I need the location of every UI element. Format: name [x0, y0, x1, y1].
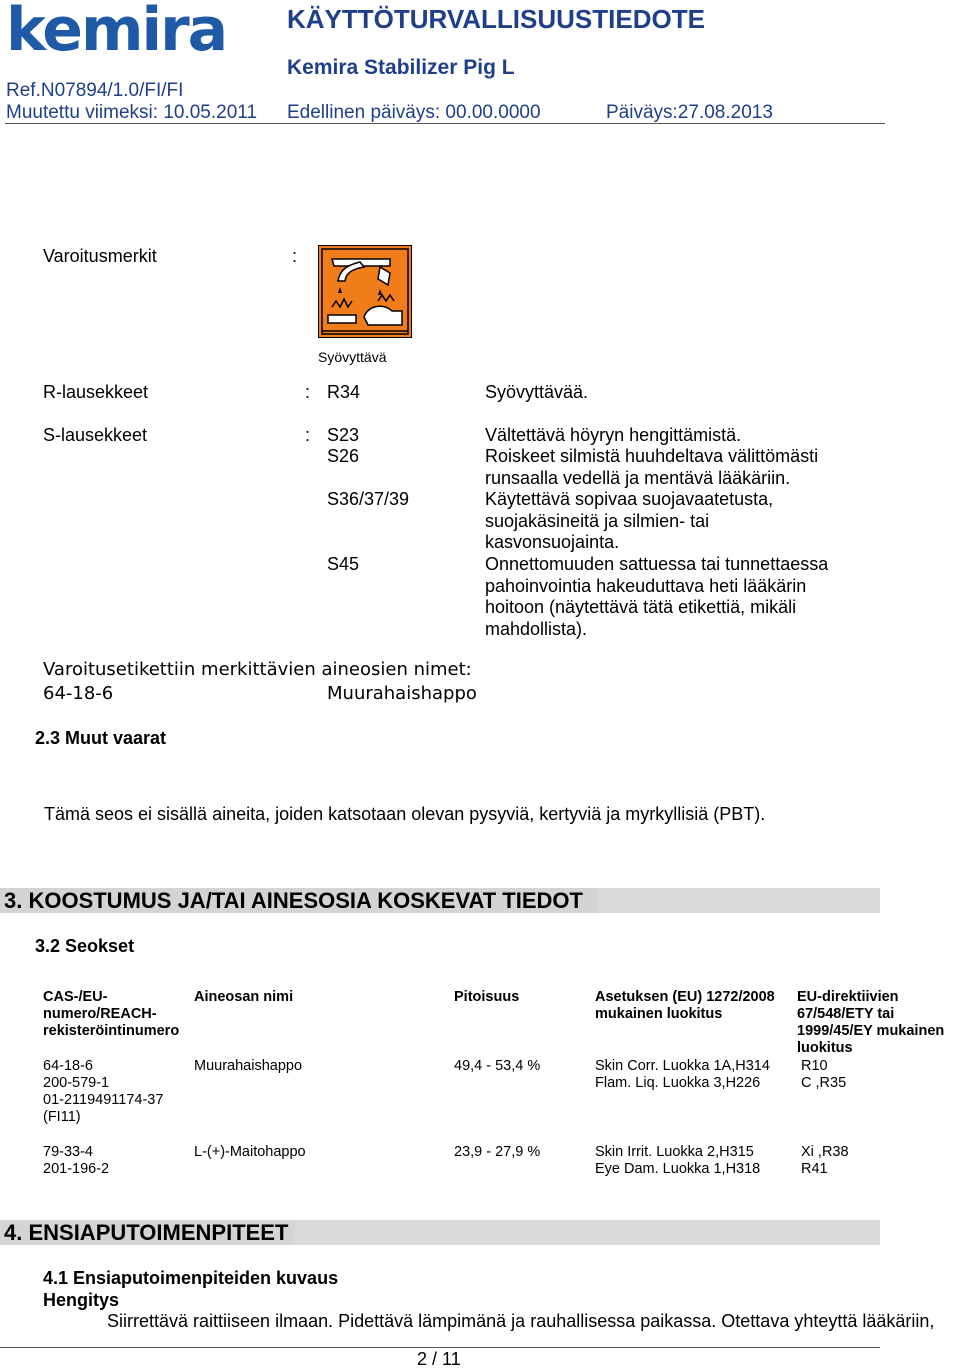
s-phrase-text: Roiskeet silmistä huuhdeltava välittömästi runsaalla vedellä ja mentävä lääkäriin.	[485, 446, 819, 488]
ec-number: 200-579-1	[43, 1075, 110, 1091]
s-phrase-code: S26	[327, 446, 360, 466]
dsd-line: Xi ,R38	[801, 1144, 849, 1160]
clp-line: Skin Corr. Luokka 1A,H314	[595, 1058, 770, 1074]
r-phrase-text: Syövyttävää.	[485, 382, 589, 402]
colon: :	[305, 382, 311, 402]
s-phrase-code: S23	[327, 425, 360, 445]
kemira-logo: kemira	[6, 0, 227, 65]
table-row	[43, 1144, 193, 1178]
colon: :	[305, 425, 311, 445]
reach-number: 01-2119491174-37	[43, 1092, 164, 1108]
clp-classification	[595, 1144, 795, 1178]
substance-name: L-(+)-Maitohappo	[194, 1144, 306, 1160]
dsd-line: R41	[801, 1161, 828, 1177]
dsd-classification	[801, 1144, 901, 1178]
dsd-line: C ,R35	[801, 1075, 847, 1091]
section-3-title: 3. KOOSTUMUS JA/TAI AINESOSIA KOSKEVAT TIEDOT	[4, 888, 583, 913]
s-phrase-code: S36/37/39	[327, 489, 410, 509]
section-4-header	[0, 1220, 880, 1245]
column-header-concentration: Pitoisuus	[454, 989, 520, 1005]
dsd-line: R10	[801, 1058, 828, 1074]
section-2-3-title: 2.3 Muut vaarat	[35, 728, 167, 748]
section-3-2-title: 3.2 Seokset	[35, 936, 135, 956]
s-phrase-text: Onnettomuuden sattuessa tai tunnettaessa pahoinvointia hakeuduttava heti lääkärin hoitoon (näytettävä tätä etikettiä, mikäli mahdollista).	[485, 554, 829, 639]
issue-date: Päiväys:27.08.2013	[606, 102, 773, 123]
substance-name: Muurahaishappo	[194, 1058, 303, 1074]
pictogram-caption: Syövyttävä	[318, 349, 387, 365]
header-divider	[5, 123, 885, 124]
footer-divider	[0, 1347, 880, 1348]
column-header-cas: CAS-/EU-numero/REACH-rekisteröintinumero	[43, 989, 180, 1039]
section-4-1-title: 4.1 Ensiaputoimenpiteiden kuvaus	[43, 1268, 339, 1288]
cas-number: 79-33-4	[43, 1144, 93, 1160]
previous-date: Edellinen päiväys: 00.00.0000	[287, 102, 541, 123]
r-phrases-label: R-lausekkeet	[43, 382, 149, 402]
section-3-header	[0, 888, 880, 913]
s-phrase-text: Vältettävä höyryn hengittämistä.	[485, 425, 742, 445]
table-row	[43, 1058, 193, 1126]
cas-number: 64-18-6	[43, 1058, 93, 1074]
colon: :	[292, 246, 298, 266]
product-name: Kemira Stabilizer Pig L	[287, 56, 515, 79]
label-substances-title: Varoitusetikettiin merkittävien aineosien nimet:	[43, 659, 472, 680]
column-header-name: Aineosan nimi	[194, 989, 294, 1005]
reference-number: Ref.N07894/1.0/FI/FI	[6, 80, 184, 101]
page-number: 2 / 11	[417, 1349, 461, 1369]
s-phrase-code: S45	[327, 554, 360, 574]
clp-line: Flam. Liq. Luokka 3,H226	[595, 1075, 761, 1091]
s-phrases-label: S-lausekkeet	[43, 425, 148, 445]
pbt-statement: Tämä seos ei sisällä aineita, joiden katsotaan olevan pysyviä, kertyviä ja myrkyllisiä (PBT).	[44, 804, 766, 824]
r-phrase-code: R34	[327, 382, 361, 402]
label-substance-name: Muurahaishappo	[327, 683, 477, 704]
warning-symbols-label: Varoitusmerkit	[43, 246, 157, 266]
column-header-clp: Asetuksen (EU) 1272/2008 mukainen luokitus	[595, 989, 775, 1022]
inhalation-text: Siirrettävä raittiiseen ilmaan. Pidettävä lämpimänä ja rauhallisessa paikassa. Otettava yhteyttä lääkäriin,	[107, 1311, 935, 1331]
label-substance-cas: 64-18-6	[43, 683, 114, 704]
modified-date: Muutettu viimeksi: 10.05.2011	[6, 102, 258, 123]
inhalation-label: Hengitys	[43, 1290, 120, 1310]
concentration: 49,4 - 53,4 %	[454, 1058, 541, 1074]
column-header-dsd: EU-direktiivien 67/548/ETY tai 1999/45/EY mukainen luokitus	[797, 989, 945, 1056]
clp-line: Eye Dam. Luokka 1,H318	[595, 1161, 761, 1177]
s-phrase-text: Käytettävä sopivaa suojavaatetusta, suojakäsineitä ja silmien- tai kasvonsuojainta.	[485, 489, 774, 552]
clp-line: Skin Irrit. Luokka 2,H315	[595, 1144, 754, 1160]
concentration: 23,9 - 27,9 %	[454, 1144, 541, 1160]
reach-suffix: (FI11)	[43, 1109, 81, 1125]
ec-number: 201-196-2	[43, 1161, 110, 1177]
document-title: KÄYTTÖTURVALLISUUSTIEDOTE	[287, 4, 705, 34]
clp-classification	[595, 1058, 795, 1092]
section-4-title: 4. ENSIAPUTOIMENPITEET	[4, 1220, 289, 1245]
corrosive-pictogram-icon	[318, 245, 412, 343]
dsd-classification	[801, 1058, 901, 1092]
